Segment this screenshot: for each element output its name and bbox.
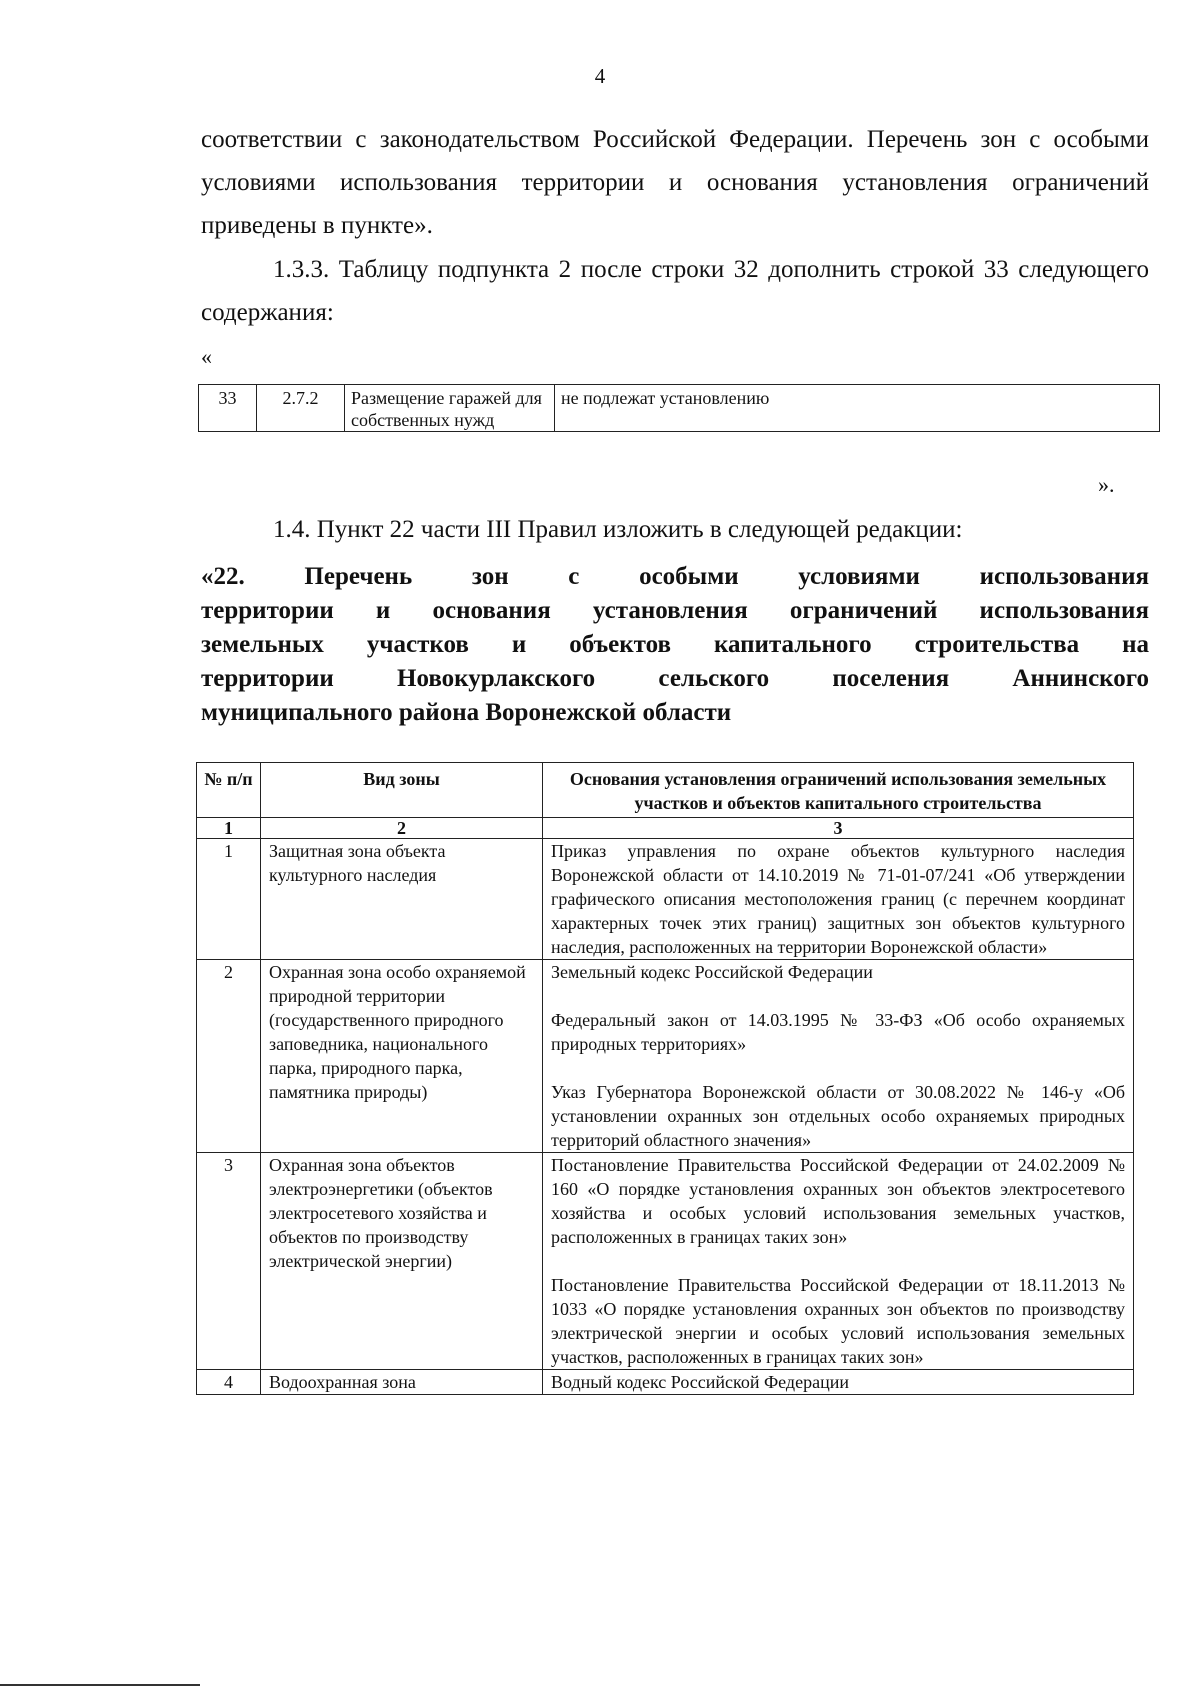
zones-table xyxy=(196,762,1134,1395)
heading-line: территории Новокурлакского сельского поселения Аннинского xyxy=(201,665,1149,692)
column-number: 1 xyxy=(197,818,261,839)
row-number-cell: 1 xyxy=(197,839,261,960)
paragraph-text: 1.3.3. Таблицу подпункта 2 после строки 32 дополнить строкой 33 следующего содержания: xyxy=(201,256,1149,326)
basis-document: Земельный кодекс Российской Федерации xyxy=(551,962,873,982)
heading-line: территории и основания установления ограничений использования xyxy=(201,597,1149,624)
column-number: 3 xyxy=(543,818,1134,839)
row-number-cell: 2 xyxy=(197,960,261,1153)
value-cell: не подлежат установлению xyxy=(555,385,1160,432)
zone-kind-cell: Охранная зона объектов электроэнергетики (объектов электросетевого хозяйства и объектов по производству электрической энергии) xyxy=(261,1153,543,1370)
basis-document: Постановление Правительства Российской Федерации от 18.11.2013 № 1033 «О порядке установления охранных зон объектов по производству электрической энергии и особых условий использования земельных участков, расположенных в границах таких зон» xyxy=(551,1275,1125,1367)
insert-row-table xyxy=(198,384,1160,432)
closing-quote: ». xyxy=(1098,472,1115,497)
column-number-row xyxy=(197,818,1134,839)
zone-kind-cell: Защитная зона объекта культурного наследия xyxy=(261,839,543,960)
basis-document: Постановление Правительства Российской Федерации от 24.02.2009 № 160 «О порядке установления охранных зон объектов электросетевого хозяйства и особых условий использования земельных участков, расположенных в границах таких зон» xyxy=(551,1155,1125,1247)
row-number-cell: 4 xyxy=(197,1370,261,1395)
basis-document: Приказ управления по охране объектов культурного наследия Воронежской области от 14.10.2019 № 71-01-07/241 «Об утверждении графического описания местоположения границ (с перечнем координат характерных точек этих границ) защитных зон объектов культурного наследия, расположенных на территории Воронежской области» xyxy=(551,841,1125,957)
page-number: 4 xyxy=(594,64,606,88)
table-row xyxy=(197,1153,1134,1370)
opening-quote: « xyxy=(201,344,212,369)
column-header: Основания установления ограничений использования земельных участков и объектов капитального строительства xyxy=(543,763,1134,818)
heading-line: земельных участков и объектов капитального строительства на xyxy=(201,631,1149,658)
table-row xyxy=(199,385,1160,432)
table-row xyxy=(197,960,1134,1153)
row-number-cell: 33 xyxy=(199,385,257,432)
heading-line: «22. Перечень зон с особыми условиями использования xyxy=(201,563,1149,590)
basis-document: Водный кодекс Российской Федерации xyxy=(551,1372,849,1392)
basis-cell xyxy=(543,1153,1134,1370)
basis-document: Федеральный закон от 14.03.1995 № 33-ФЗ «Об особо охраняемых природных территориях» xyxy=(551,1010,1125,1054)
zone-kind-cell: Охранная зона особо охраняемой природной территории (государственного природного заповедника, национального парка, природного парка, памятника природы) xyxy=(261,960,543,1153)
column-header: № п/п xyxy=(197,763,261,818)
table-row xyxy=(197,839,1134,960)
table-header-row xyxy=(197,763,1134,818)
basis-document: Указ Губернатора Воронежской области от 30.08.2022 № 146-у «Об установлении охранных зон отдельных особо охраняемых природных территорий областного значения» xyxy=(551,1082,1125,1150)
row-number-cell: 3 xyxy=(197,1153,261,1370)
heading-line: муниципального района Воронежской области xyxy=(201,699,732,726)
column-number: 2 xyxy=(261,818,543,839)
footer-rule xyxy=(0,1684,200,1686)
zone-kind-cell: Водоохранная зона xyxy=(261,1370,543,1395)
basis-cell xyxy=(543,839,1134,960)
paragraph-text: соответствии с законодательством Российской Федерации. Перечень зон с особыми условиями использования территории и основания установления ограничений приведены в пункте». xyxy=(201,126,1149,239)
paragraph-1-4: 1.4. Пункт 22 части III Правил изложить в следующей редакции: xyxy=(273,516,963,543)
code-cell: 2.7.2 xyxy=(257,385,345,432)
section-heading xyxy=(201,560,1149,730)
table-row xyxy=(197,1370,1134,1395)
paragraph-continuation xyxy=(201,118,1149,247)
column-header: Вид зоны xyxy=(261,763,543,818)
basis-cell xyxy=(543,1370,1134,1395)
paragraph-1-3-3 xyxy=(201,248,1149,334)
basis-cell xyxy=(543,960,1134,1153)
name-cell: Размещение гаражей для собственных нужд xyxy=(345,385,555,432)
